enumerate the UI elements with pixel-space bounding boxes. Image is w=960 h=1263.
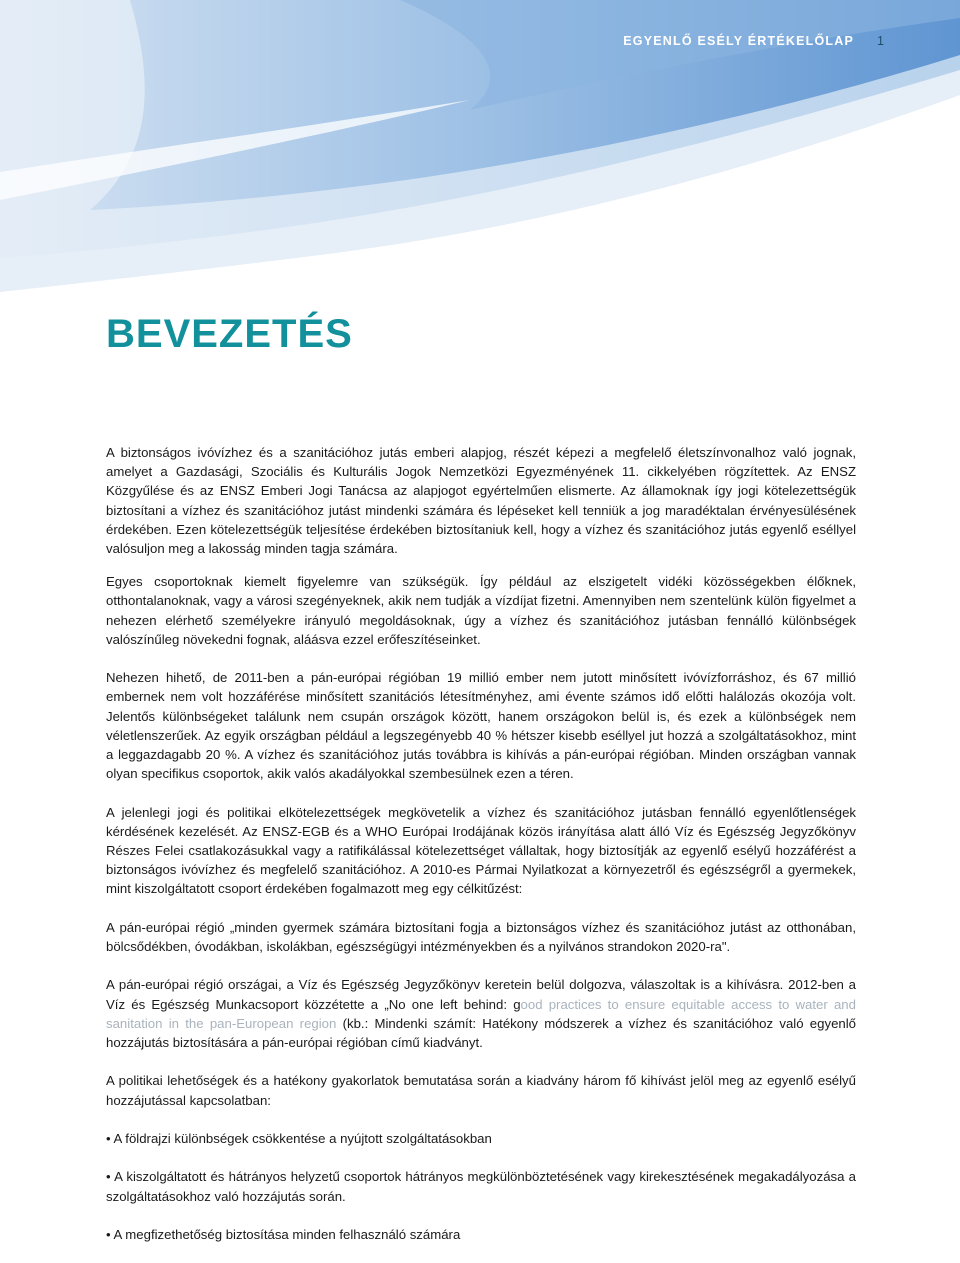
paragraph-statistics: Nehezen hihető, de 2011-ben a pán-európai régióban 19 millió ember nem jutott minősített ivóvízforráshoz, és 67 millió embernek nem volt hozzáférése minősített szanitációs létesítményhez, ami évente számos idő előtti halálozás okozója volt. Jelentős különbségeket találunk nem csupán országok között, hanem országokon belül is, és ezek a különbségek nem véletlenszerűek. Az egyik országban például a legszegényebb 40 % hétszer kisebb eséllyel jut hozzá a szolgáltatásokhoz, mint a leggazdagabb 20 %. A vízhez és szanitációhoz jutás továbbra is kihívás a pán-európai régióban. Minden országban vannak olyan specifikus csoportok, akik valós akadályokkal szembesülnek ezen a téren. [106,670,856,782]
list-item: • A kiszolgáltatott és hátrányos helyzetű csoportok hátrányos megkülönböztetésének vagy kirekesztésének megakadályozása a szolgáltatásokhoz való hozzájutás során. [106,1169,856,1204]
paragraph-publication [106,975,856,1052]
page-number: 1 [877,34,884,48]
paragraph-parma-goal: A pán-európai régió „minden gyermek számára biztosítani fogja a biztonságos vízhez és szanitációhoz jutást az otthonában, bölcsődékben, óvodákban, iskolákban, egészségügyi intézményekben és a nyilvános strandokon 2020-ra". [106,919,856,955]
list-item: • A földrajzi különbségek csökkentése a nyújtott szolgáltatásokban [106,1131,492,1147]
paragraph-vulnerable-groups: Egyes csoportoknak kiemelt figyelemre van szükségük. Így például az elszigetelt vidéki közösségekben élőknek, otthontalanoknak, vagy a városi szegényeknek, akik nem tudják a vízdíjat fizetni. Amennyiben nem szentelünk külön figyelmet a nehezen elérhető személyekre irányuló megoldásoknak, úgy a vízhez és szanitációhoz jutásban fennálló különbségek valószínűleg növekedni fognak, aláásva ezzel erőfeszítéseinket. [106,574,856,647]
paragraph-commitments: A jelenlegi jogi és politikai elkötelezettségek megkövetelik a vízhez és szanitációhoz jutásban fennálló egyenlőtlenségek kérdésének kezelését. Az ENSZ-EGB és a WHO Európai Irodájának közös irányítása alatt álló Víz és Egészség Jegyzőkönyv Részes Felei csatlakozásukkal vagy a ratifikálással kötelezettséget vállaltak, hogy biztosítják az egyenlő esélyű hozzáférést a biztonságos ivóvízhez és megfelelő szanitációhoz. A 2010-es Pármai Nyilatkozat a környezetről és egészségről a gyermekek, mint kiszolgáltatott csoport érdekében fogalmazott meg egy célkitűzést: [106,804,856,897]
page-title: BEVEZETÉS [106,312,353,356]
challenge-list [106,1129,856,1244]
paragraph-intro: A biztonságos ivóvízhez és a szanitációhoz jutás emberi alapjog, részét képezi a megfelelő életszínvonalhoz való jognak, amelyet a Gazdasági, Szociális és Kulturális Jogok Nemzetközi Egyezményének 11. cikkelyében rögzítettek. Az ENSZ Közgyűlése és az ENSZ Emberi Jogi Tanácsa az alapjogot egyértelműen elismerte. Az államoknak így jogi kötelezettségük biztosítani a vízhez és szanitációhoz jutást mindenki számára és lépéseket kell tenniük a jog maradéktalan érvényesülésének érdekében. Ezen kötelezettségük teljesítése érdekében biztosítaniuk kell, hogy a vízhez és szanitációhoz jutás egyenlő eséllyel valósuljon meg a lakosság minden tagja számára. [106,445,856,557]
body-text [106,443,856,1263]
running-title: EGYENLŐ ESÉLY ÉRTÉKELŐLAP [623,34,854,48]
paragraph-challenges: A politikai lehetőségek és a hatékony gyakorlatok bemutatása során a kiadvány három fő kihívást jelöl meg az egyenlő esélyű hozzájutással kapcsolatban: [106,1073,856,1108]
publication-text-a: A pán-európai régió országai, a Víz és Egészség Jegyzőkönyv keretein belül dolgozva, válaszoltak is a kihívásra. 2012-ben a Víz és Egészség Munkacsoport közzétette a „No one left behind: g [106,977,856,1012]
publication-title-english: ood practices to ensure equitable access to water and sanitation in the pan-European region [106,996,856,1031]
publication-text-c: (kb.: Mindenki számít: Hatékony módszerek a vízhez és szanitációhoz való egyenlő hozzájutás biztosítására a pán-európai régióban című kiadványt. [106,1015,856,1051]
list-item: • A megfizethetőség biztosítása minden felhasználó számára [106,1227,461,1242]
